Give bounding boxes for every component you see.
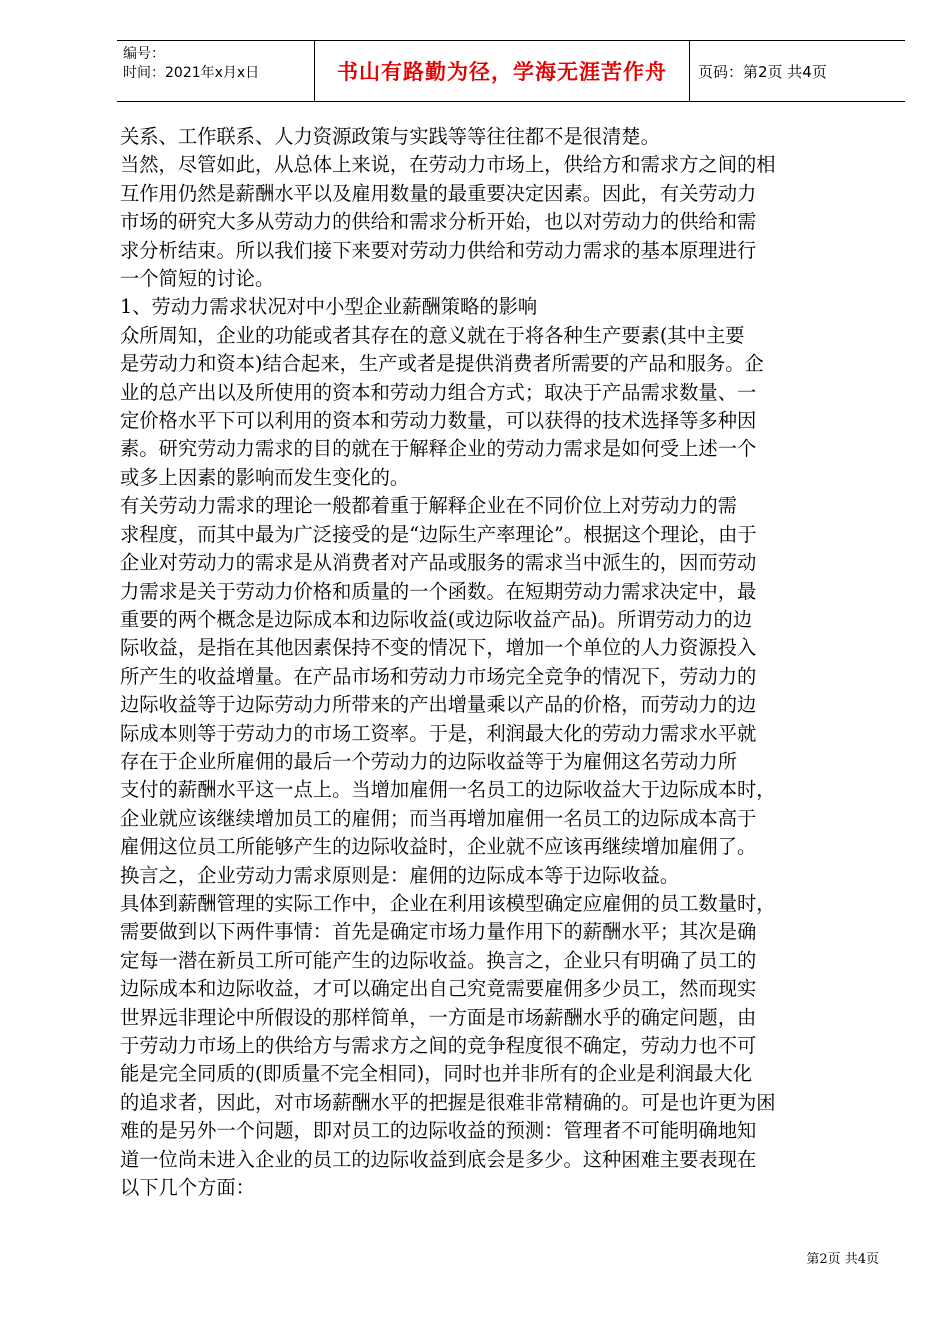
text-line: 雇佣这位员工所能够产生的边际收益时，企业就不应该再继续增加雇佣了。 bbox=[120, 835, 757, 859]
text-line: 边际成本和边际收益，才可以确定出自己究竟需要雇佣多少员工，然而现实 bbox=[120, 977, 757, 1001]
document-body bbox=[120, 123, 890, 1202]
page-label: 页码：第2页 共4页 bbox=[698, 62, 827, 81]
text-line: 或多上因素的影响而发生变化的。 bbox=[120, 465, 410, 489]
text-line: 众所周知，企业的功能或者其存在的意义就在于将各种生产要素(其中主要 bbox=[120, 323, 745, 347]
time-label: 时间：2021年x月x日 bbox=[123, 65, 260, 81]
header-meta bbox=[117, 41, 315, 101]
text-line: 支付的薪酬水平这一点上。当增加雇佣一名员工的边际收益大于边际成本时， bbox=[120, 778, 776, 802]
number-label: 编号： bbox=[123, 46, 165, 62]
text-line: 业的总产出以及所使用的资本和劳动力组合方式；取决于产品需求数量、一 bbox=[120, 380, 757, 404]
section-heading: 1、劳动力需求状况对中小型企业薪酬策略的影响 bbox=[120, 295, 538, 319]
motto: 书山有路勤为径，学海无涯苦作舟 bbox=[315, 41, 690, 101]
text-line: 以下几个方面： bbox=[120, 1176, 255, 1200]
text-line: 需要做到以下两件事情：首先是确定市场力量作用下的薪酬水平；其次是确 bbox=[120, 920, 757, 944]
text-line: 道一位尚未进入企业的员工的边际收益到底会是多少。这种困难主要表现在 bbox=[120, 1147, 757, 1171]
text-line: 所产生的收益增量。在产品市场和劳动力市场完全竞争的情况下，劳动力的 bbox=[120, 664, 757, 688]
text-line: 有关劳动力需求的理论一般都着重于解释企业在不同价位上对劳动力的需 bbox=[120, 494, 737, 518]
page-header bbox=[117, 40, 905, 102]
text-line: 力需求是关于劳动力价格和质量的一个函数。在短期劳动力需求决定中，最 bbox=[120, 579, 757, 603]
text-line: 于劳动力市场上的供给方与需求方之间的竞争程度很不确定，劳动力也不可 bbox=[120, 1034, 757, 1057]
text-line: 当然，尽管如此，从总体上来说，在劳动力市场上，供给方和需求方之间的相 bbox=[120, 153, 776, 177]
text-line: 的追求者，因此，对市场薪酬水平的把握是很难非常精确的。可是也许更为困 bbox=[120, 1090, 776, 1114]
text-line: 边际收益等于边际劳动力所带来的产出增量乘以产品的价格，而劳动力的边 bbox=[120, 693, 757, 717]
text-line: 难的是另外一个问题，即对员工的边际收益的预测：管理者不可能明确地知 bbox=[120, 1119, 757, 1143]
text-line: 求程度，而其中最为广泛接受的是“边际生产率理论”。根据这个理论，由于 bbox=[120, 522, 757, 546]
text-line: 具体到薪酬管理的实际工作中，企业在利用该模型确定应雇佣的员工数量时， bbox=[120, 891, 776, 915]
text-line: 素。研究劳动力需求的目的就在于解释企业的劳动力需求是如何受上述一个 bbox=[120, 437, 757, 461]
text-line: 定每一潜在新员工所可能产生的边际收益。换言之，企业只有明确了员工的 bbox=[120, 948, 757, 972]
text-line: 存在于企业所雇佣的最后一个劳动力的边际收益等于为雇佣这名劳动力所 bbox=[120, 749, 737, 773]
text-line: 换言之，企业劳动力需求原则是：雇佣的边际成本等于边际收益。 bbox=[120, 863, 680, 887]
text-line: 世界远非理论中所假设的那样简单，一方面是市场薪酬水乎的确定问题，由 bbox=[120, 1005, 757, 1029]
text-line: 关系、工作联系、人力资源政策与实践等等往往都不是很清楚。 bbox=[120, 125, 660, 148]
text-line: 定价格水平下可以利用的资本和劳动力数量，可以获得的技术选择等多种因 bbox=[120, 409, 757, 433]
text-line: 求分析结束。所以我们接下来要对劳动力供给和劳动力需求的基本原理进行 bbox=[120, 238, 757, 262]
text-line: 际收益，是指在其他因素保持不变的情况下，增加一个单位的人力资源投入 bbox=[120, 636, 757, 660]
text-line: 能是完全同质的(即质量不完全相同)，同时也并非所有的企业是利润最大化 bbox=[120, 1062, 753, 1086]
text-line: 一个简短的讨论。 bbox=[120, 267, 275, 291]
text-line: 际成本则等于劳动力的市场工资率。于是，利润最大化的劳动力需求水平就 bbox=[120, 721, 757, 745]
page-footer: 第2页 共4页 bbox=[806, 1252, 879, 1267]
text-line: 企业就应该继续增加员工的雇佣；而当再增加雇佣一名员工的边际成本高于 bbox=[120, 806, 757, 830]
text-line: 市场的研究大多从劳动力的供给和需求分析开始，也以对劳动力的供给和需 bbox=[120, 210, 757, 234]
text-line: 重要的两个概念是边际成本和边际收益(或边际收益产品)。所谓劳动力的边 bbox=[120, 607, 753, 631]
text-line: 互作用仍然是薪酬水平以及雇用数量的最重要决定因素。因此，有关劳动力 bbox=[120, 181, 757, 205]
text-line: 企业对劳动力的需求是从消费者对产品或服务的需求当中派生的，因而劳动 bbox=[120, 551, 757, 575]
text-line: 是劳动力和资本)结合起来，生产或者是提供消费者所需要的产品和服务。企 bbox=[120, 352, 764, 376]
